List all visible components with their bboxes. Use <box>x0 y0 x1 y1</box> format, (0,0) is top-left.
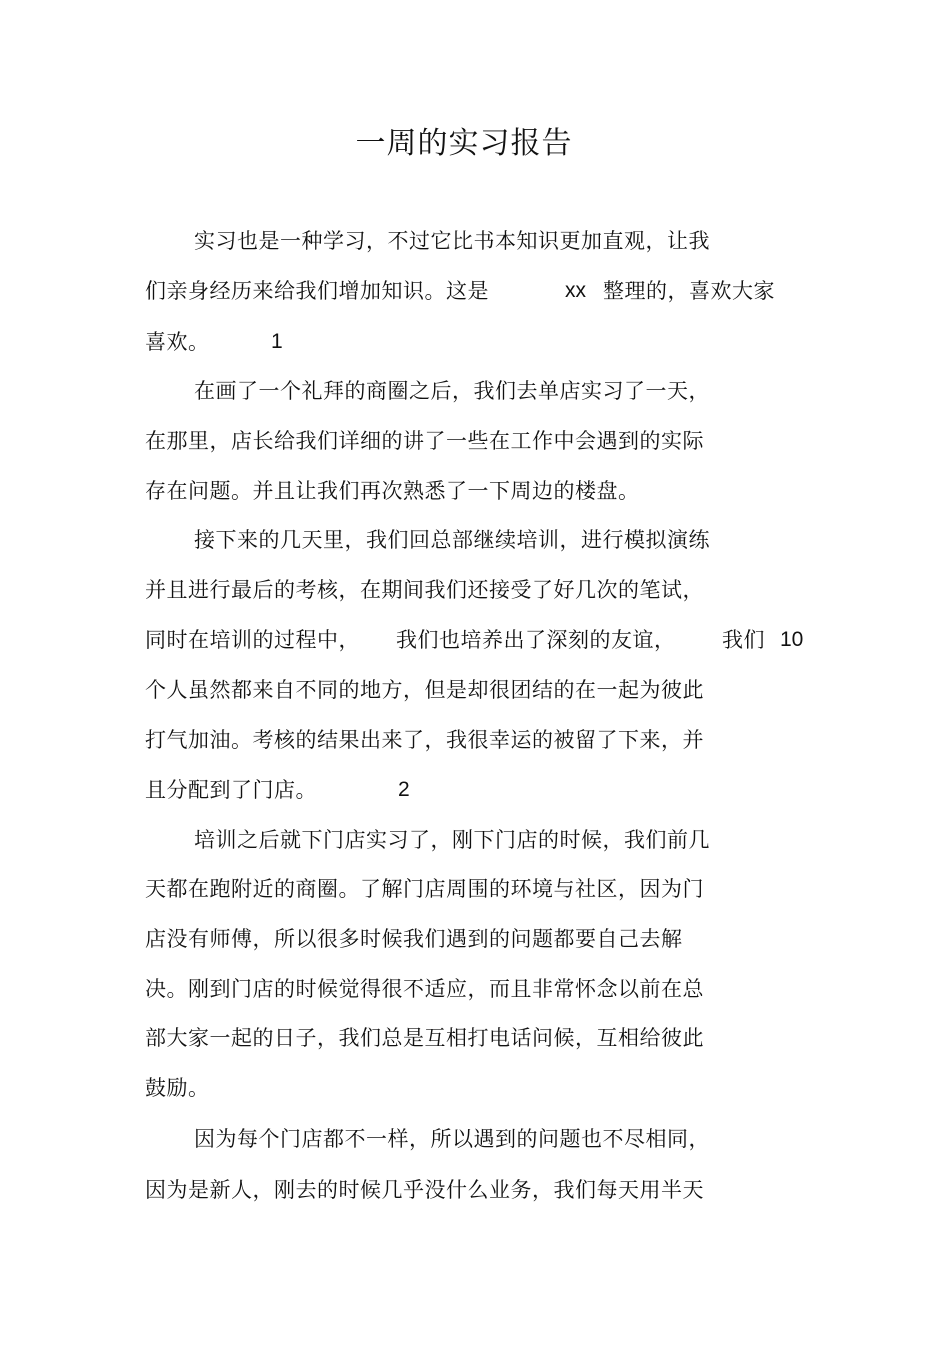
paragraph-3-line-5: 打气加油。考核的结果出来了，我很幸运的被留了下来，并 <box>145 728 704 752</box>
footnote-number-2: 2 <box>398 778 410 801</box>
paragraph-2-line-2: 在那里，店长给我们详细的讲了一些在工作中会遇到的实际 <box>145 429 704 453</box>
paragraph-5-line-1: 因为每个门店都不一样，所以遇到的问题也不尽相同， <box>194 1127 710 1151</box>
paragraph-3-line-1: 接下来的几天里，我们回总部继续培训，进行模拟演练 <box>194 528 710 552</box>
paragraph-3-line-4: 个人虽然都来自不同的地方，但是却很团结的在一起为彼此 <box>145 678 704 702</box>
paragraph-5-line-2: 因为是新人，刚去的时候几乎没什么业务，我们每天用半天 <box>145 1178 704 1202</box>
paragraph-3-line-2: 并且进行最后的考核，在期间我们还接受了好几次的笔试， <box>145 578 704 602</box>
paragraph-4-line-2: 天都在跑附近的商圈。了解门店周围的环境与社区，因为门 <box>145 877 704 901</box>
paragraph-2-line-1: 在画了一个礼拜的商圈之后，我们去单店实习了一天， <box>194 379 710 403</box>
paragraph-3-line-3-middle: 我们也培养出了深刻的友谊， <box>396 628 676 652</box>
paragraph-3-line-6: 且分配到了门店。 <box>145 778 317 802</box>
paragraph-4-line-4: 决。刚到门店的时候觉得很不适应，而且非常怀念以前在总 <box>145 977 704 1001</box>
footnote-number-1: 1 <box>271 330 283 353</box>
people-count: 10 <box>780 628 804 651</box>
paragraph-1-line-2: 们亲身经历来给我们增加知识。这是 <box>145 279 489 303</box>
paragraph-2-line-3: 存在问题。并且让我们再次熟悉了一下周边的楼盘。 <box>145 479 640 503</box>
paragraph-4-line-1: 培训之后就下门店实习了，刚下门店的时候，我们前几 <box>194 828 710 852</box>
paragraph-1-line-1: 实习也是一种学习，不过它比书本知识更加直观，让我 <box>194 229 710 253</box>
paragraph-3-line-3: 同时在培训的过程中， <box>145 628 360 652</box>
document-title: 一周的实习报告 <box>355 126 573 161</box>
source-placeholder-xx: xx <box>565 279 586 302</box>
paragraph-1-line-2-tail: 整理的，喜欢大家 <box>603 279 775 303</box>
paragraph-4-line-5: 部大家一起的日子，我们总是互相打电话问候，互相给彼此 <box>145 1026 704 1050</box>
paragraph-4-line-6: 鼓励。 <box>145 1076 210 1100</box>
paragraph-1-line-3: 喜欢。 <box>145 330 210 354</box>
paragraph-4-line-3: 店没有师傅，所以很多时候我们遇到的问题都要自己去解 <box>145 927 683 951</box>
paragraph-3-line-3-tail: 我们 <box>722 628 765 652</box>
